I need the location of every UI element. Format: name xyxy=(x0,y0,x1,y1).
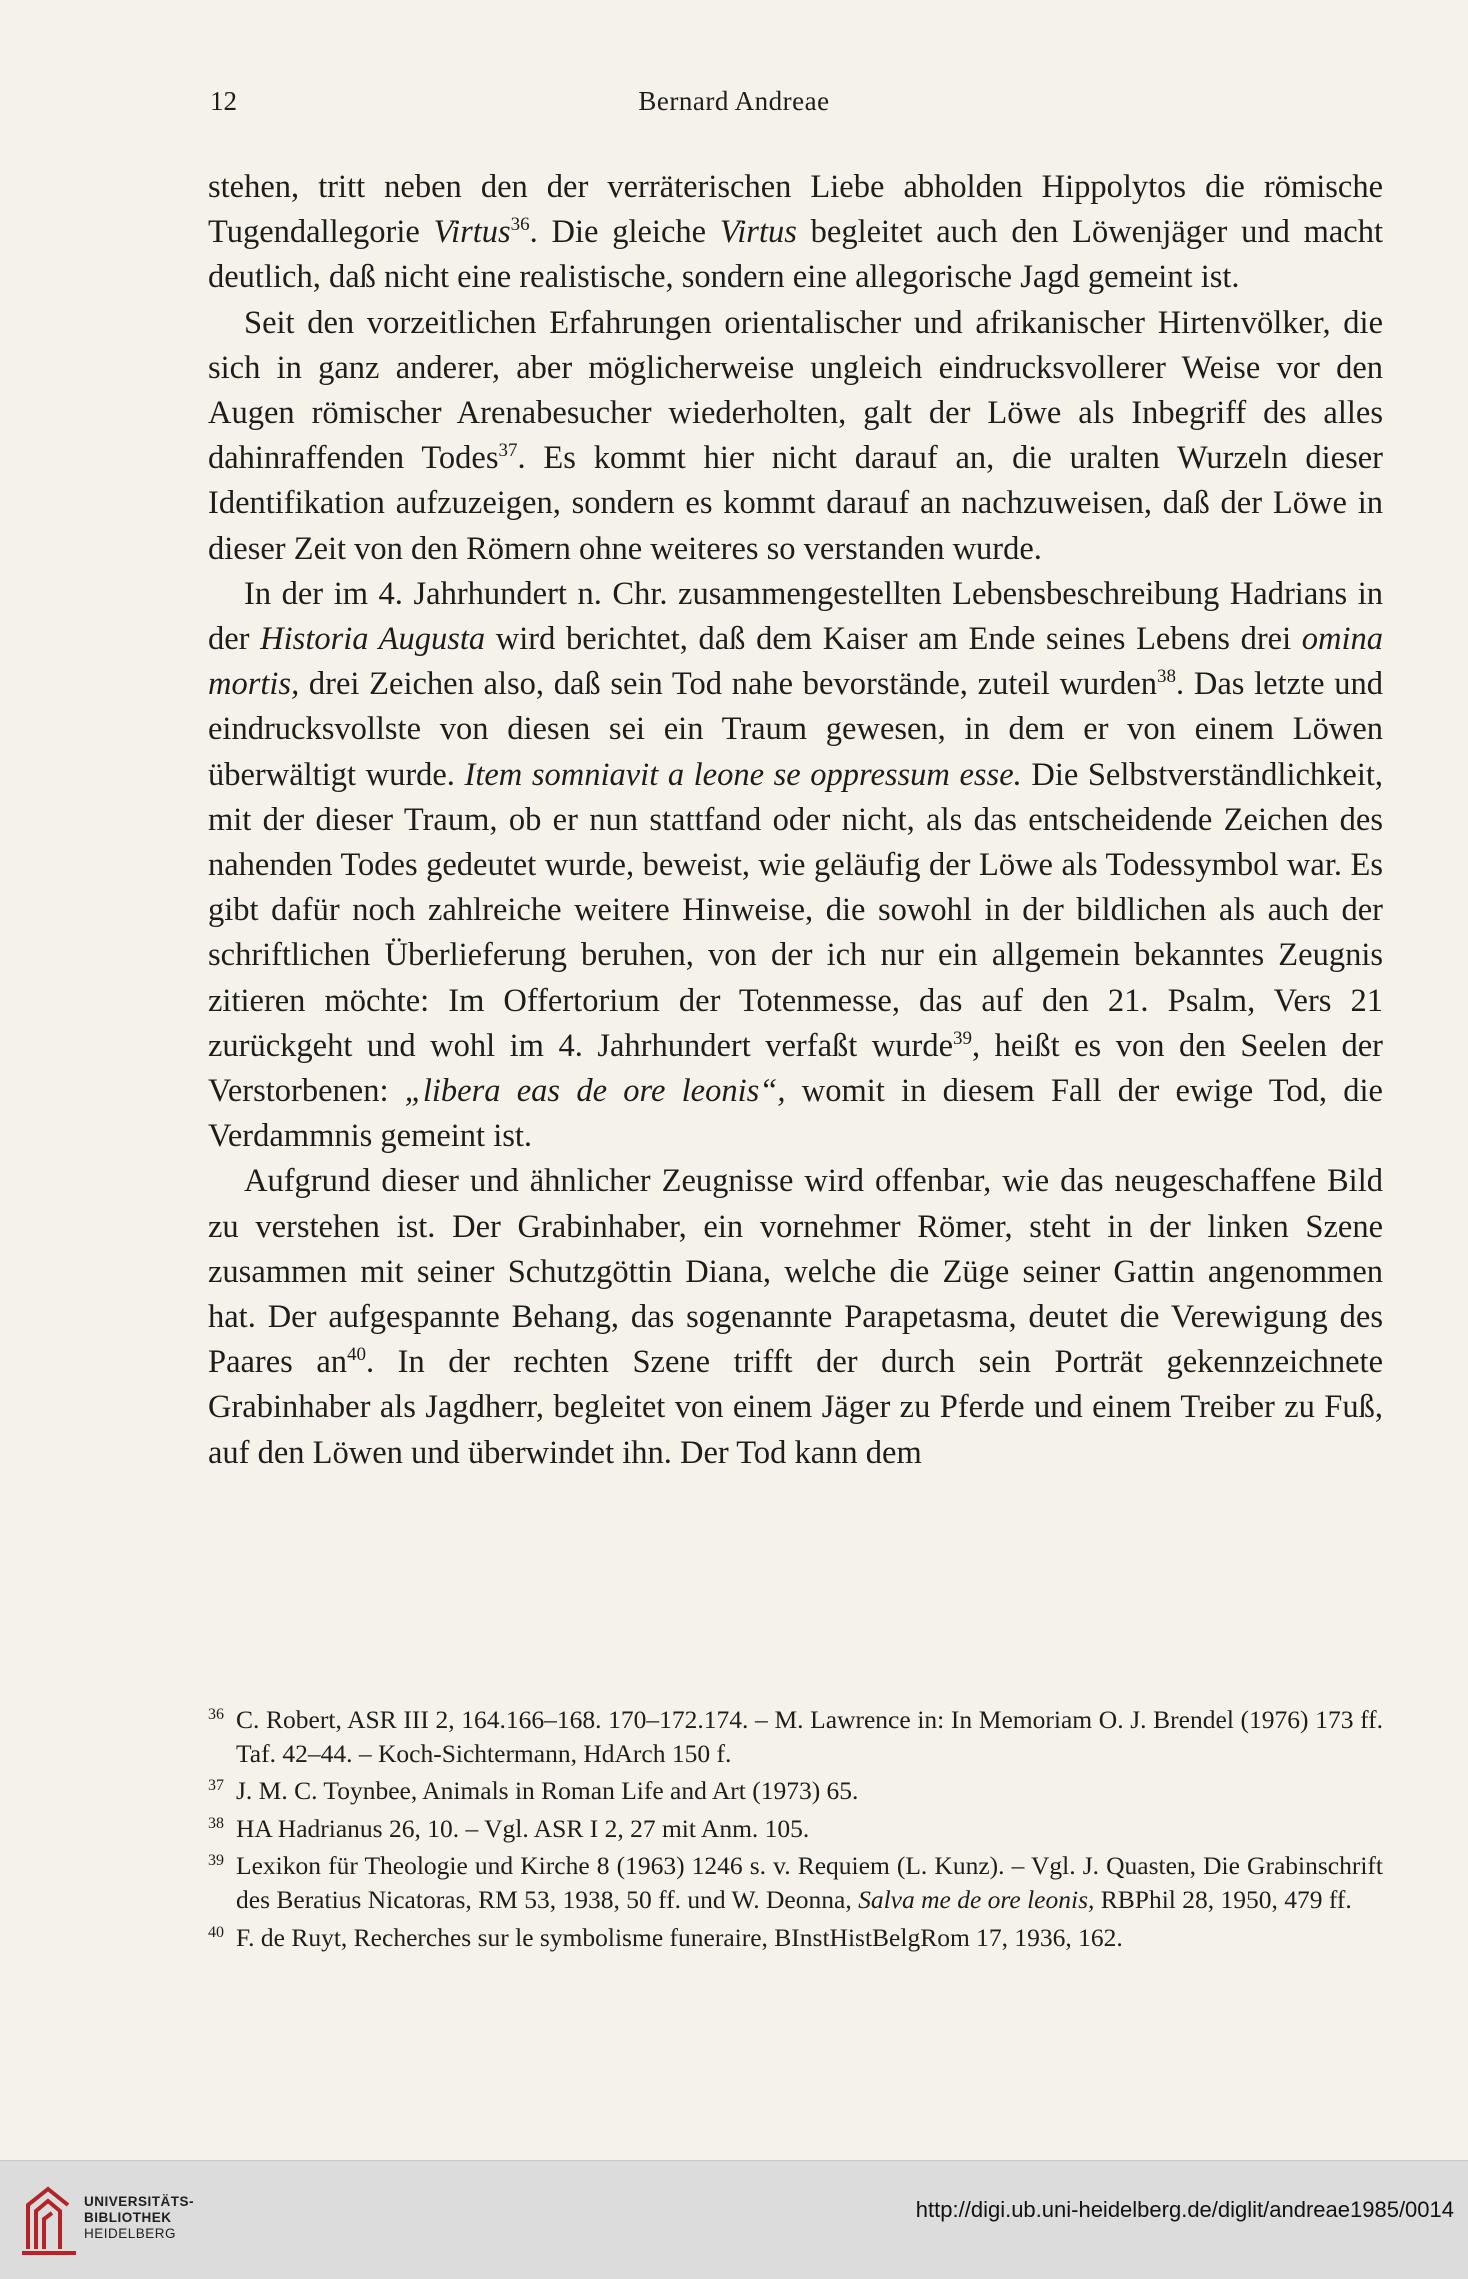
footnote-number: 39 xyxy=(208,1852,224,1870)
italic-text: Salva me de ore leonis, xyxy=(858,1884,1095,1914)
source-url-link[interactable]: http://digi.ub.uni-heidelberg.de/diglit/andreae1985/0014 xyxy=(915,2197,1454,2222)
paragraph xyxy=(208,301,1383,572)
italic-text: Virtus xyxy=(719,214,797,251)
footnote xyxy=(208,1812,1383,1846)
text-run: C. Robert, ASR III 2, 164.166–168. 170–172.174. – M. Lawrence in: In Memoriam O. J. Brendel (1976) 173 ff. Taf. 42–44. – Koch-Sichtermann, HdArch 150 f. xyxy=(236,1705,1383,1768)
footnote-number: 37 xyxy=(208,1777,224,1795)
text-run: Die Selbstverständlichkeit, mit der dieser Traum, ob er nun stattfand oder nicht, als das entscheidende Zeichen des nahenden Todes gedeutet wurde, beweist, wie geläufig der Löwe als Todessymbol war. Es gibt dafür noch zahlreiche weitere Hinweise, die sowohl in der bildlichen als auch der schriftlichen Überlieferung beruhen, von der ich nur ein allgemein bekanntes Zeugnis zitieren möchte: Im Offertorium der Totenmesse, das auf den 21. Psalm, Vers 21 zurückgeht und wohl im 4. Jahrhundert verfaßt wurde xyxy=(208,756,1384,1064)
footnote-reference: 39 xyxy=(953,1027,972,1049)
text-run: Aufgrund dieser und ähnlicher Zeugnisse wird offenbar, wie das neugeschaffene Bild zu verstehen ist. Der Grabinhaber, ein vornehmer Römer, steht in der linken Szene zusammen mit seiner Schutzgöttin Diana, welche die Züge seiner Gattin angenommen hat. Der aufgespannte Behang, das sogenannte Parapetasma, deutet die Verewigung des Paares an xyxy=(208,1163,1383,1381)
page-number: 12 xyxy=(210,86,237,116)
text-run: . Es kommt hier nicht darauf an, die uralten Wurzeln dieser Identifikation aufzuzeigen, sondern es kommt darauf an nachzuweisen, daß der Löwe in dieser Zeit von den Römern ohne weiteres so verstanden wurde. xyxy=(208,440,1383,567)
library-name xyxy=(84,2194,194,2242)
library-name-line: UNIVERSITÄTS- xyxy=(84,2194,195,2209)
text-run: . Die gleiche xyxy=(529,214,720,251)
italic-text: Virtus xyxy=(433,214,511,251)
italic-text: Item somniavit a leone se oppressum esse. xyxy=(464,756,1022,793)
footnote xyxy=(208,1703,1383,1770)
text-run: drei Zeichen also, daß sein Tod nahe bevorstände, zuteil wurden xyxy=(299,666,1158,703)
paragraph xyxy=(208,1159,1383,1475)
footnote-reference: 37 xyxy=(498,440,518,462)
text-run: womit in diesem Fall der ewige Tod, die Verdammnis gemeint ist. xyxy=(208,1073,1383,1155)
text-run: RBPhil 28, 1950, 479 ff. xyxy=(1094,1884,1352,1914)
footnotes xyxy=(208,1703,1383,1958)
text-run: F. de Ruyt, Recherches sur le symbolisme funeraire, BInstHistBelgRom 17, 1936, 162. xyxy=(236,1922,1123,1952)
footnote-text xyxy=(236,1851,1383,1914)
italic-text: „libera eas de ore leonis“, xyxy=(404,1073,786,1110)
logo-mark xyxy=(22,2189,76,2253)
footnote-number: 36 xyxy=(208,1706,224,1723)
text-run: , heißt es von den Seelen der Verstorbenen: xyxy=(208,1027,1383,1110)
footnote-text xyxy=(236,1705,1383,1768)
running-head xyxy=(0,86,1468,126)
library-name-line: BIBLIOTHEK xyxy=(84,2210,172,2225)
italic-text: Historia Augusta xyxy=(260,621,486,658)
text-run: In der im 4. Jahrhundert n. Chr. zusammengestellten Lebensbeschreibung Hadrians in der xyxy=(208,575,1383,658)
footnote-reference: 40 xyxy=(347,1344,367,1366)
footnote-text xyxy=(236,1923,1123,1952)
text-run: J. M. C. Toynbee, Animals in Roman Life and Art (1973) 65. xyxy=(236,1776,859,1806)
text-run: . Das letzte und eindrucksvollste von diesen sei ein Traum gewesen, in dem er von einem Löwen überwältigt wurde. xyxy=(208,666,1383,793)
running-head-author: Bernard Andreae xyxy=(638,86,830,116)
text-run: . In der rechten Szene trifft der durch sein Porträt gekennzeichnete Grabinhaber als Jagdherr, begleitet von einem Jäger zu Pferde und einem Treiber zu Fuß, auf den Löwen und überwindet ihn. Der Tod kann dem xyxy=(208,1344,1384,1471)
text-run: begleitet auch den Löwenjäger und macht deutlich, daß nicht eine realistische, sondern eine allegorische Jagd gemeint ist. xyxy=(208,214,1383,296)
footnote-text xyxy=(236,1776,858,1805)
footnote xyxy=(208,1921,1383,1955)
paragraph xyxy=(208,165,1383,301)
footnote xyxy=(208,1774,1383,1808)
paragraph xyxy=(208,572,1383,1160)
italic-text: omina mortis, xyxy=(208,621,1384,703)
text-run: Seit den vorzeitlichen Erfahrungen orientalischer und afrikanischer Hirtenvölker, die sich in ganz anderer, aber möglicherweise ungleich eindrucksvollerer Weise vor den Augen römischer Arenabesucher wiederholten, galt der Löwe als Inbegriff des alles dahinraffenden Todes xyxy=(208,304,1383,477)
text-run: wird berichtet, daß dem Kaiser am Ende seines Lebens drei xyxy=(485,621,1302,658)
logo-stroke xyxy=(44,2213,52,2249)
footnote-number: 40 xyxy=(208,1923,224,1941)
footnote-reference: 38 xyxy=(1157,666,1177,688)
footnote-text xyxy=(236,1814,809,1843)
library-footer-bar xyxy=(0,2160,1468,2279)
text-run: HA Hadrianus 26, 10. – Vgl. ASR I 2, 27 mit Anm. 105. xyxy=(236,1813,810,1843)
footnote-reference: 36 xyxy=(510,214,530,236)
body-text xyxy=(208,165,1383,1476)
footnote xyxy=(208,1849,1383,1916)
logo-stroke xyxy=(36,2201,60,2249)
footnote-number: 38 xyxy=(208,1814,224,1832)
text-run: stehen, tritt neben den der verräterischen Liebe abholden Hippolytos die römische Tugendallegorie xyxy=(208,169,1383,251)
library-logo-icon xyxy=(14,2179,88,2259)
text-run: Lexikon für Theologie und Kirche 8 (1963) 1246 s. v. Requiem (L. Kunz). – Vgl. J. Quasten, Die Grabinschrift des Beratius Nicatoras, RM 53, 1938, 50 ff. und W. Deonna, xyxy=(236,1851,1383,1914)
library-name-line: HEIDELBERG xyxy=(84,2226,177,2241)
